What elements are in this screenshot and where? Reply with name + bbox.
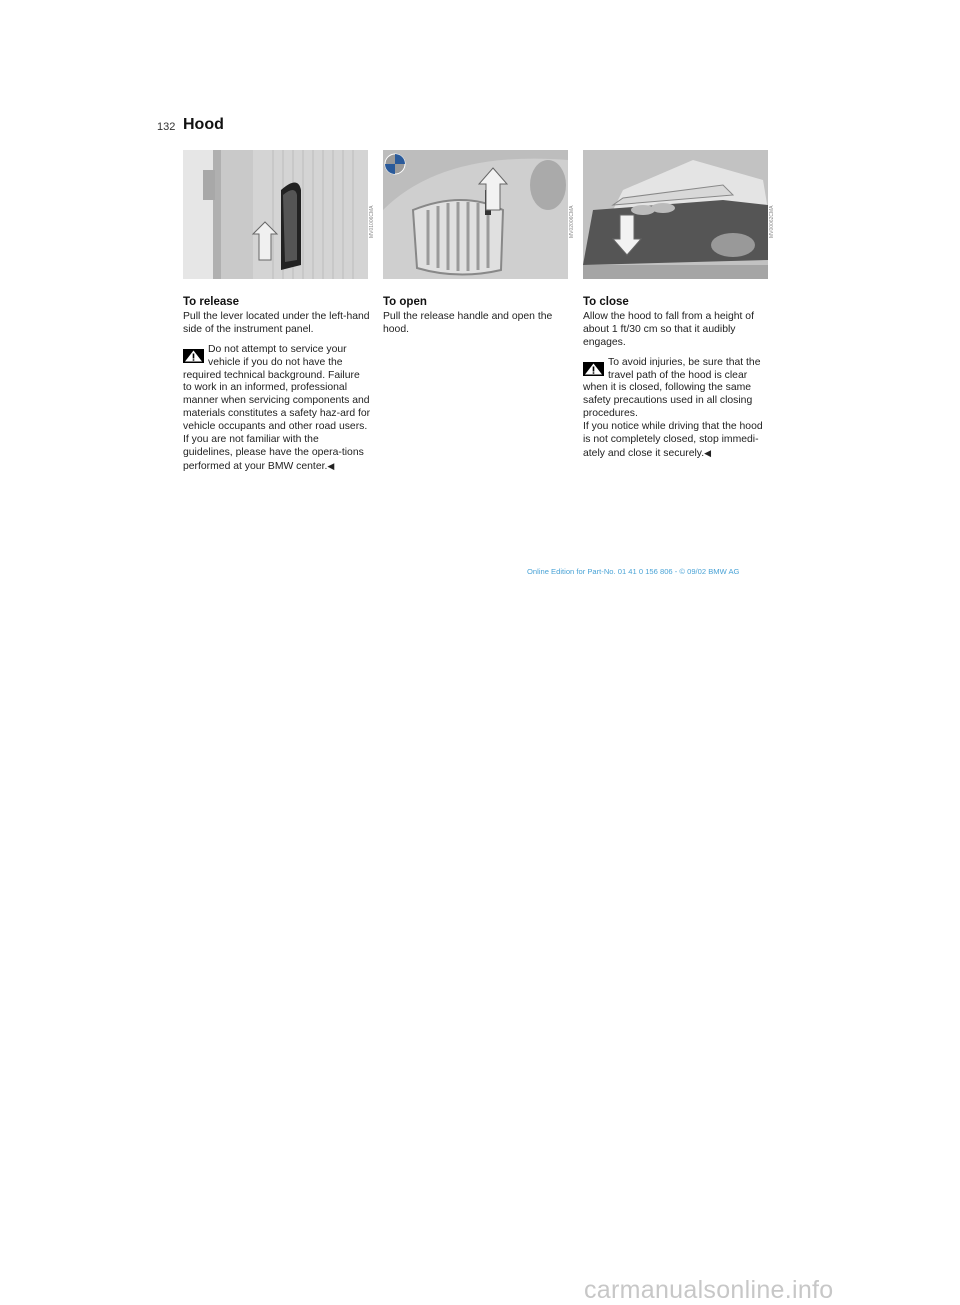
watermark-text: carmanualsonline.info bbox=[584, 1276, 834, 1304]
warning-text: when it is closed, following the same safety precautions used in all closing procedures. bbox=[583, 382, 753, 420]
footer-edition: Online Edition for Part-No. 01 41 0 156 806 - © 09/02 BMW AG bbox=[527, 567, 740, 576]
figure-close-hood bbox=[583, 150, 768, 279]
section-release bbox=[183, 296, 371, 474]
figure-code: MV02006CMA bbox=[569, 205, 575, 238]
warning-text-lead: To avoid injuries, be sure that the travel path of the hood is clear bbox=[608, 356, 761, 381]
warning-icon bbox=[583, 362, 604, 376]
figure-release-handle bbox=[383, 150, 568, 279]
section-body: Pull the lever located under the left-hand side of the instrument panel. bbox=[183, 310, 370, 335]
warning-text-lead: Do not attempt to service your vehicle if you do not have the bbox=[208, 343, 347, 368]
end-mark-icon: ◀ bbox=[704, 447, 712, 458]
section-heading: To release bbox=[183, 296, 240, 308]
section-open bbox=[383, 296, 571, 344]
section-body: Pull the release handle and open the hood. bbox=[383, 310, 553, 335]
section-heading: To close bbox=[583, 296, 629, 308]
section-close bbox=[583, 296, 771, 461]
section-body: Allow the hood to fall from a height of about 1 ft/30 cm so that it audibly engages. bbox=[583, 310, 754, 348]
end-mark-icon: ◀ bbox=[327, 460, 335, 471]
warning-text-extra: If you notice while driving that the hood is not completely closed, stop immedi-ately and close it securely. bbox=[583, 421, 763, 459]
warning-text: required technical background. Failure to work in an informed, professional manner when servicing components and materials constitutes a safety haz-ard for vehicle occupants and other road users. If you are not familiar with the guidelines, please have the opera-tions performed at your BMW center. bbox=[183, 369, 371, 472]
warning-icon bbox=[183, 349, 204, 363]
section-heading: To open bbox=[383, 296, 427, 308]
warning-note bbox=[583, 357, 771, 461]
figure-code: MV00062CMA bbox=[769, 205, 775, 238]
figure-release-lever bbox=[183, 150, 368, 279]
warning-note bbox=[183, 344, 371, 474]
figure-code: MV01006CMA bbox=[369, 205, 375, 238]
page-title: Hood bbox=[183, 116, 224, 133]
watermark-bar bbox=[0, 630, 960, 1304]
page-number: 132 bbox=[157, 121, 176, 133]
